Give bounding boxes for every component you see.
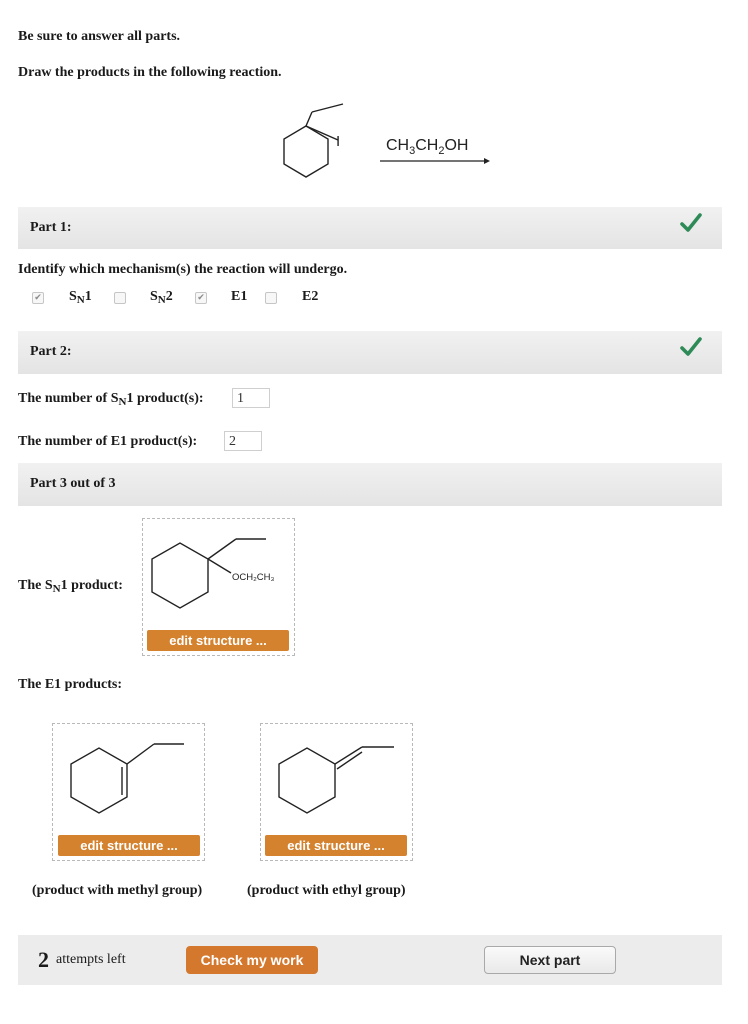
- attempts-count: 2: [38, 947, 49, 972]
- e1-products-label: The E1 products:: [18, 677, 122, 692]
- e1-count-input[interactable]: 2: [224, 431, 262, 451]
- sn2-checkbox[interactable]: [114, 292, 126, 304]
- sn1-count-input[interactable]: 1: [232, 388, 270, 408]
- reactant-structure: [284, 104, 343, 177]
- reaction-arrow: [380, 158, 490, 164]
- part2-header: [18, 331, 722, 374]
- sn1-count-label: The number of $S_N1$ product(s):: [18, 391, 204, 408]
- attempts-text: attempts left: [56, 952, 126, 967]
- e1-checkbox[interactable]: ✔: [195, 292, 207, 304]
- instructions-draw-products: Draw the products in the following reaction.: [18, 65, 282, 80]
- sn1-product-structure: [143, 519, 294, 629]
- e2-checkbox[interactable]: [265, 292, 277, 304]
- e1-ethyl-product-box: [260, 723, 413, 861]
- e1-count-label: The number of E1 product(s):: [18, 434, 198, 449]
- instructions-answer-all: Be sure to answer all parts.: [18, 29, 181, 44]
- e1-ethyl-caption: (product with ethyl group): [247, 883, 406, 898]
- sn1-option-label: $S_N1$: [69, 289, 92, 306]
- next-part-button[interactable]: Next part: [484, 946, 616, 974]
- reagent-label: $CH_3CH_2OH$: [386, 137, 469, 157]
- part1-question: Identify which mechanism(s) the reaction will undergo.: [18, 262, 348, 277]
- sn2-option-label: $S_N2$: [150, 289, 173, 306]
- e1-methyl-caption: (product with methyl group): [32, 883, 203, 898]
- sn1-product-label: The $S_N1$ product:: [18, 578, 123, 595]
- reaction-scheme: [240, 98, 510, 198]
- part1-label: Part 1:: [30, 220, 72, 235]
- e1-option-label: E1: [231, 289, 248, 304]
- sn1-edit-structure-button[interactable]: edit structure ...: [147, 630, 289, 651]
- e1-methyl-edit-structure-button[interactable]: edit structure ...: [58, 835, 200, 856]
- part2-label: Part 2:: [30, 344, 72, 359]
- svg-text:OCH₂CH₃: OCH₂CH₃: [232, 572, 275, 583]
- iodine-label: I: [336, 133, 341, 150]
- checkmark-icon: [680, 336, 702, 358]
- part3-label: Part 3 out of 3: [30, 476, 116, 491]
- check-my-work-button[interactable]: Check my work: [186, 946, 318, 974]
- part1-header: [18, 207, 722, 249]
- e1-methyl-product-box: [52, 723, 205, 861]
- checkmark-icon: [680, 212, 702, 234]
- sn1-checkbox[interactable]: ✔: [32, 292, 44, 304]
- sn1-product-box: [142, 518, 295, 656]
- e2-option-label: E2: [302, 289, 319, 304]
- part3-header: [18, 463, 722, 506]
- footer-bar: [18, 935, 722, 985]
- e1-ethyl-edit-structure-button[interactable]: edit structure ...: [265, 835, 407, 856]
- e1-methyl-product-structure: [53, 724, 204, 834]
- e1-ethyl-product-structure: [261, 724, 412, 834]
